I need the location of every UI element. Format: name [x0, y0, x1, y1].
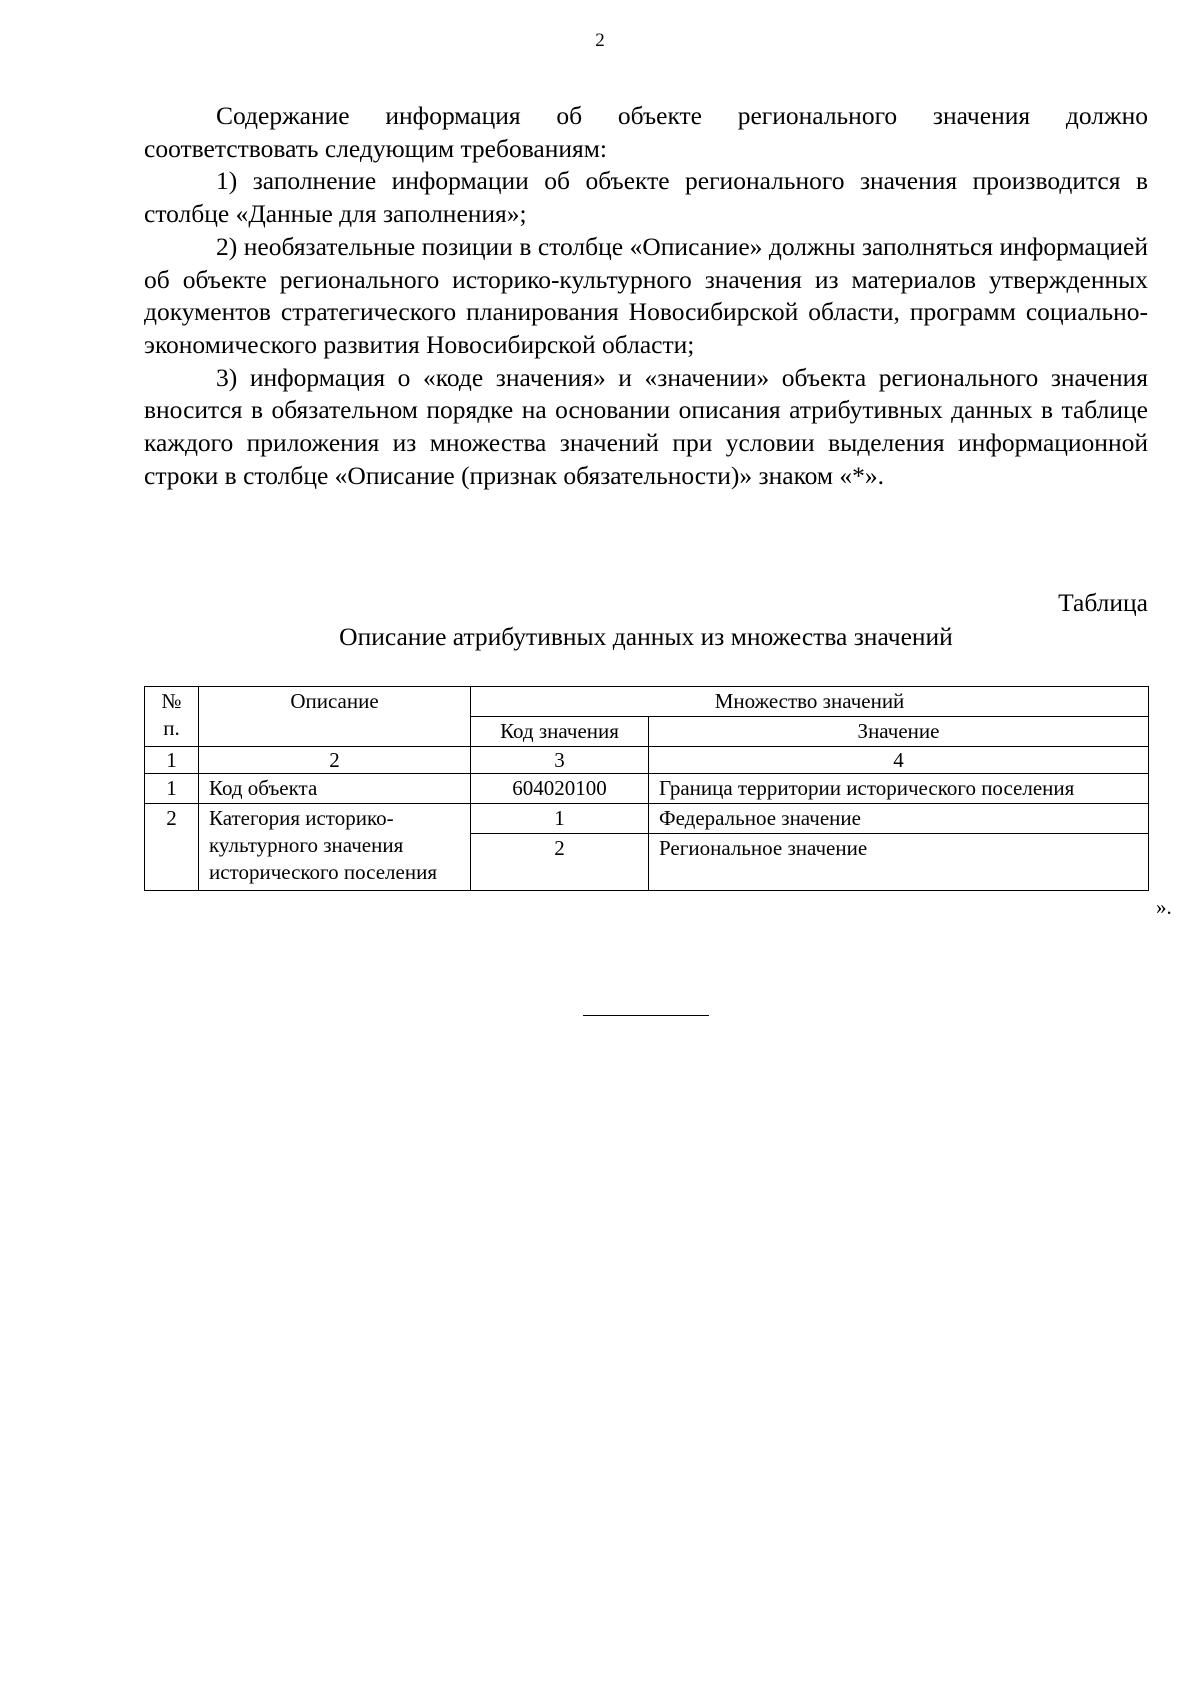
body-text — [144, 100, 1148, 492]
paragraph-intro: Содержание информация об объекте регионального значения должно соответствовать следующим требованиям: — [144, 101, 1148, 163]
row-value: Граница территории исторического поселения — [649, 774, 1149, 804]
row-description: Код объекта — [199, 774, 471, 804]
header-code: Код значения — [471, 717, 649, 747]
row-description: Категория историко-культурного значения исторического поселения — [199, 804, 471, 891]
row-code: 1 — [471, 804, 649, 834]
column-number: 1 — [145, 747, 199, 774]
header-num: № п. — [145, 687, 199, 747]
table-label: Таблица — [1058, 588, 1148, 617]
header-value-set: Множество значений — [471, 687, 1149, 717]
paragraph-item-2: 2) необязательные позиции в столбце «Описание» должны заполняться информацией об объекте регионального историко-культурного значения из материалов утвержденных документов стратегического планирования Новосибирской области, программ социально-экономического развития Новосибирской области; — [144, 231, 1148, 359]
page-number: 2 — [595, 30, 605, 51]
row-value: Региональное значение — [649, 834, 1149, 891]
column-number: 3 — [471, 747, 649, 774]
attribute-table — [144, 686, 1149, 891]
column-number: 2 — [199, 747, 471, 774]
row-code: 2 — [471, 834, 649, 891]
table-title: Описание атрибутивных данных из множества значений — [339, 622, 953, 651]
table-row — [145, 774, 1149, 804]
header-description: Описание — [199, 687, 471, 747]
row-value: Федеральное значение — [649, 804, 1149, 834]
paragraph-item-3: 3) информация о «коде значения» и «значении» объекта регионального значения вносится в обязательном порядке на основании описания атрибутивных данных в таблице каждого приложения из множества значений при условии выделения информационной строки в столбце «Описание (признак обязательности)» знаком «*». — [144, 362, 1148, 490]
row-num: 2 — [145, 804, 199, 891]
header-value: Значение — [649, 717, 1149, 747]
row-num: 1 — [145, 774, 199, 804]
row-code: 604020100 — [471, 774, 649, 804]
closing-quote-mark: ». — [1156, 895, 1172, 919]
paragraph-item-1: 1) заполнение информации об объекте регионального значения производится в столбце «Данные для заполнения»; — [144, 166, 1148, 229]
table-row — [145, 804, 1149, 834]
column-number: 4 — [649, 747, 1149, 774]
table-header-row — [145, 687, 1149, 717]
end-divider-line — [583, 1015, 709, 1016]
column-number-row — [145, 747, 1149, 774]
